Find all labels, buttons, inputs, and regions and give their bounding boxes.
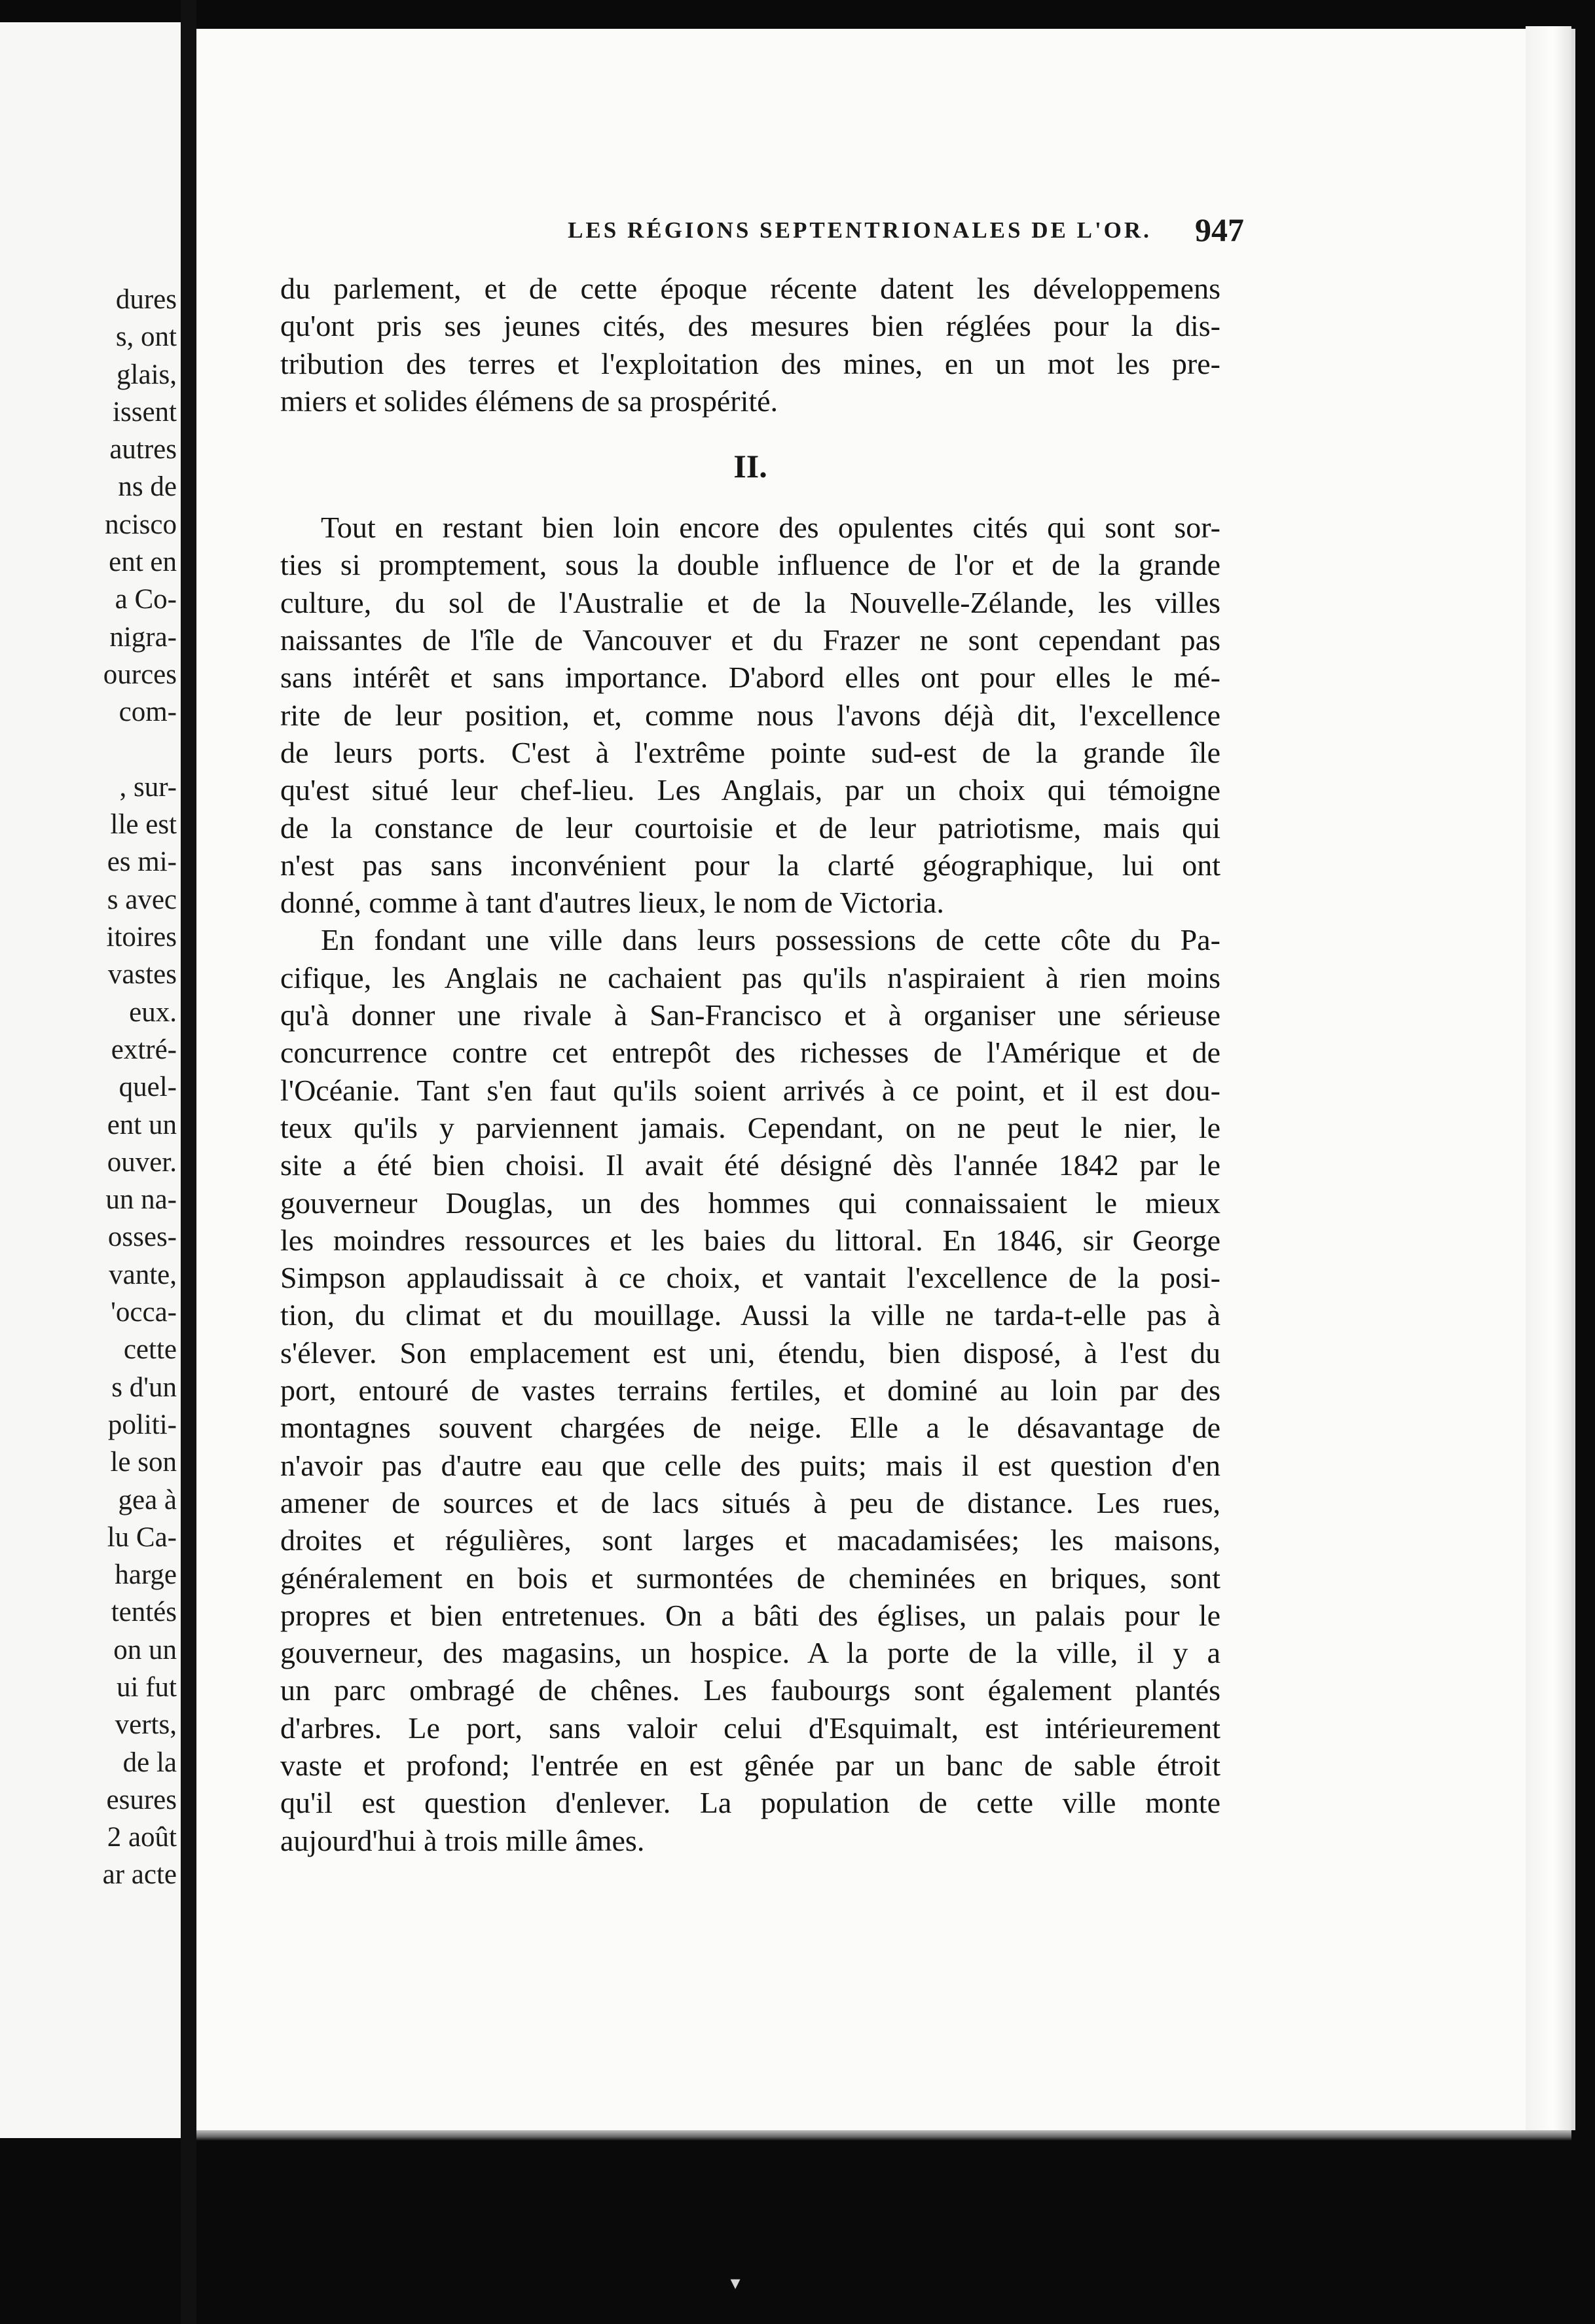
text-line: généralement en bois et surmontées de cheminées en briques, sont bbox=[280, 1561, 1220, 1595]
text-line: qu'à donner une rivale à San-Francisco et à organiser une sérieuse bbox=[280, 998, 1220, 1032]
text-line: les moindres ressources et les baies du littoral. En 1846, sir George bbox=[280, 1223, 1220, 1257]
left-page-line: ncisco bbox=[105, 509, 177, 540]
left-page-line: ouver. bbox=[107, 1146, 177, 1178]
text-line: qu'il est question d'enlever. La population de cette ville monte bbox=[280, 1786, 1220, 1820]
left-page-line: osses- bbox=[107, 1222, 177, 1253]
left-page-line: ent en bbox=[109, 547, 177, 578]
left-page-line: quel- bbox=[119, 1072, 177, 1103]
left-page-line: verts, bbox=[115, 1709, 177, 1741]
text-line: Simpson applaudissait à ce choix, et vantait l'excellence de la posi- bbox=[280, 1261, 1220, 1295]
paragraph-1 bbox=[280, 270, 1220, 420]
left-page-line: gea à bbox=[118, 1484, 177, 1516]
text-line: gouverneur, des magasins, un hospice. A la porte de la ville, il y a bbox=[280, 1636, 1220, 1670]
text-line: naissantes de l'île de Vancouver et du Frazer ne sont cependant pas bbox=[280, 623, 1220, 657]
text-line: gouverneur Douglas, un des hommes qui connaissaient le mieux bbox=[280, 1186, 1220, 1220]
left-facing-page bbox=[0, 22, 181, 2138]
left-page-line: extré- bbox=[111, 1034, 177, 1065]
left-page-line: 2 août bbox=[107, 1822, 177, 1853]
text-line: tion, du climat et du mouillage. Aussi la ville ne tarda-t-elle pas à bbox=[280, 1298, 1220, 1332]
left-page-line: a Co- bbox=[115, 584, 177, 615]
page-number: 947 bbox=[1195, 211, 1244, 248]
paragraph-2 bbox=[280, 509, 1220, 921]
text-line: vaste et profond; l'entrée en est gênée par un banc de sable étroit bbox=[280, 1748, 1220, 1782]
left-page-line: glais, bbox=[117, 359, 177, 390]
text-line: propres et bien entretenues. On a bâti des églises, un palais pour le bbox=[280, 1598, 1220, 1632]
text-line: l'Océanie. Tant s'en faut qu'ils soient arrivés à ce point, et il est dou- bbox=[280, 1073, 1220, 1107]
left-page-line: autres bbox=[109, 434, 177, 465]
left-page-line: esures bbox=[106, 1784, 177, 1815]
left-page-line: ui fut bbox=[117, 1671, 177, 1703]
text-line: d'arbres. Le port, sans valoir celui d'Esquimalt, est intérieurement bbox=[280, 1711, 1220, 1745]
left-page-line: com- bbox=[119, 697, 177, 728]
running-head: LES RÉGIONS SEPTENTRIONALES DE L'OR. bbox=[568, 217, 1152, 243]
text-line: En fondant une ville dans leurs possessions de cette côte du Pa- bbox=[321, 923, 1220, 957]
left-page-line: nigra- bbox=[109, 621, 177, 653]
text-line: montagnes souvent chargées de neige. Elle a le désavantage de bbox=[280, 1411, 1220, 1445]
text-line: n'avoir pas d'autre eau que celle des puits; mais il est question d'en bbox=[280, 1448, 1220, 1482]
body-text bbox=[280, 270, 1220, 1859]
left-page-line: itoires bbox=[106, 922, 177, 953]
left-page-line: ns de bbox=[118, 471, 177, 503]
left-page-line: de la bbox=[122, 1747, 177, 1778]
left-page-line: cette bbox=[123, 1334, 177, 1366]
text-line: s'élever. Son emplacement est uni, étendu, bien disposé, à l'est du bbox=[280, 1335, 1220, 1370]
text-line: qu'est situé leur chef-lieu. Les Anglais, par un choix qui témoigne bbox=[280, 773, 1220, 807]
left-page-line: tentés bbox=[111, 1597, 177, 1628]
text-line: site a été bien choisi. Il avait été désigné dès l'année 1842 par le bbox=[280, 1148, 1220, 1182]
text-line: rite de leur position, et, comme nous l'avons déjà dit, l'excellence bbox=[280, 698, 1220, 732]
text-line: aujourd'hui à trois mille âmes. bbox=[280, 1823, 645, 1857]
left-page-line: lu Ca- bbox=[107, 1521, 177, 1553]
left-page-line: vastes bbox=[107, 959, 177, 990]
text-line: de la constance de leur courtoisie et de leur patriotisme, mais qui bbox=[280, 810, 1220, 844]
text-line: sans intérêt et sans importance. D'abord elles ont pour elles le mé- bbox=[280, 661, 1220, 695]
left-page-line: dures bbox=[115, 284, 177, 315]
left-page-line: on un bbox=[113, 1634, 177, 1665]
left-page-line: s avec bbox=[107, 884, 177, 915]
left-page-line: ent un bbox=[107, 1109, 177, 1140]
left-page-line: s d'un bbox=[111, 1371, 177, 1403]
text-line: droites et régulières, sont larges et macadamisées; les maisons, bbox=[280, 1523, 1220, 1557]
text-line: tribution des terres et l'exploitation des mines, en un mot les pre- bbox=[280, 346, 1220, 380]
section-heading: II. bbox=[733, 448, 767, 485]
text-line: cifique, les Anglais ne cachaient pas qu'ils n'aspiraient à rien moins bbox=[280, 960, 1220, 994]
left-page-line: politi- bbox=[107, 1409, 177, 1440]
left-page-line: s, ont bbox=[115, 321, 177, 353]
left-page-line: 'occa- bbox=[111, 1297, 177, 1328]
text-line: un parc ombragé de chênes. Les faubourgs sont également plantés bbox=[280, 1673, 1220, 1707]
text-line: concurrence contre cet entrepôt des richesses de l'Amérique et de bbox=[280, 1036, 1220, 1070]
text-line: donné, comme à tant d'autres lieux, le nom de Victoria. bbox=[280, 886, 944, 920]
text-line: miers et solides élémens de sa prospérité. bbox=[280, 384, 779, 418]
text-line: n'est pas sans inconvénient pour la clarté géographique, lui ont bbox=[280, 848, 1220, 882]
text-line: du parlement, et de cette époque récente datent les développemens bbox=[280, 272, 1220, 305]
text-line: Tout en restant bien loin encore des opulentes cités qui sont sor- bbox=[321, 511, 1220, 545]
page-gutter bbox=[181, 0, 196, 2324]
paragraph-3 bbox=[280, 921, 1220, 1859]
left-page-line: eux. bbox=[129, 996, 177, 1028]
left-page-line: lle est bbox=[110, 809, 177, 841]
scan-mark-icon: ▾ bbox=[730, 2272, 741, 2294]
left-page-line: un na- bbox=[105, 1184, 177, 1216]
page-bottom-edge bbox=[196, 2130, 1571, 2141]
left-page-line bbox=[0, 731, 177, 769]
left-page-line: issent bbox=[113, 396, 177, 427]
left-page-line: harge bbox=[115, 1559, 177, 1591]
text-line: qu'ont pris ses jeunes cités, des mesures bien réglées pour la dis- bbox=[280, 309, 1220, 343]
text-line: de leurs ports. C'est à l'extrême pointe sud-est de la grande île bbox=[280, 735, 1220, 769]
text-line: teux qu'ils y parviennent jamais. Cependant, on ne peut le nier, le bbox=[280, 1110, 1220, 1144]
left-page-line: es mi- bbox=[107, 846, 177, 878]
left-page-text bbox=[0, 281, 177, 1894]
left-page-line: le son bbox=[110, 1447, 177, 1478]
text-line: ties si promptement, sous la double influence de l'or et de la grande bbox=[280, 548, 1220, 582]
page-edge-shadow bbox=[1526, 26, 1571, 2131]
left-page-line: vante, bbox=[109, 1259, 177, 1290]
text-line: port, entouré de vastes terrains fertiles, et dominé au loin par des bbox=[280, 1373, 1220, 1407]
left-page-line: , sur- bbox=[119, 771, 177, 803]
text-line: culture, du sol de l'Australie et de la Nouvelle-Zélande, les villes bbox=[280, 585, 1220, 619]
text-line: amener de sources et de lacs situés à peu de distance. Les rues, bbox=[280, 1485, 1220, 1519]
left-page-line: ar acte bbox=[102, 1859, 177, 1891]
left-page-line: ources bbox=[103, 659, 177, 690]
